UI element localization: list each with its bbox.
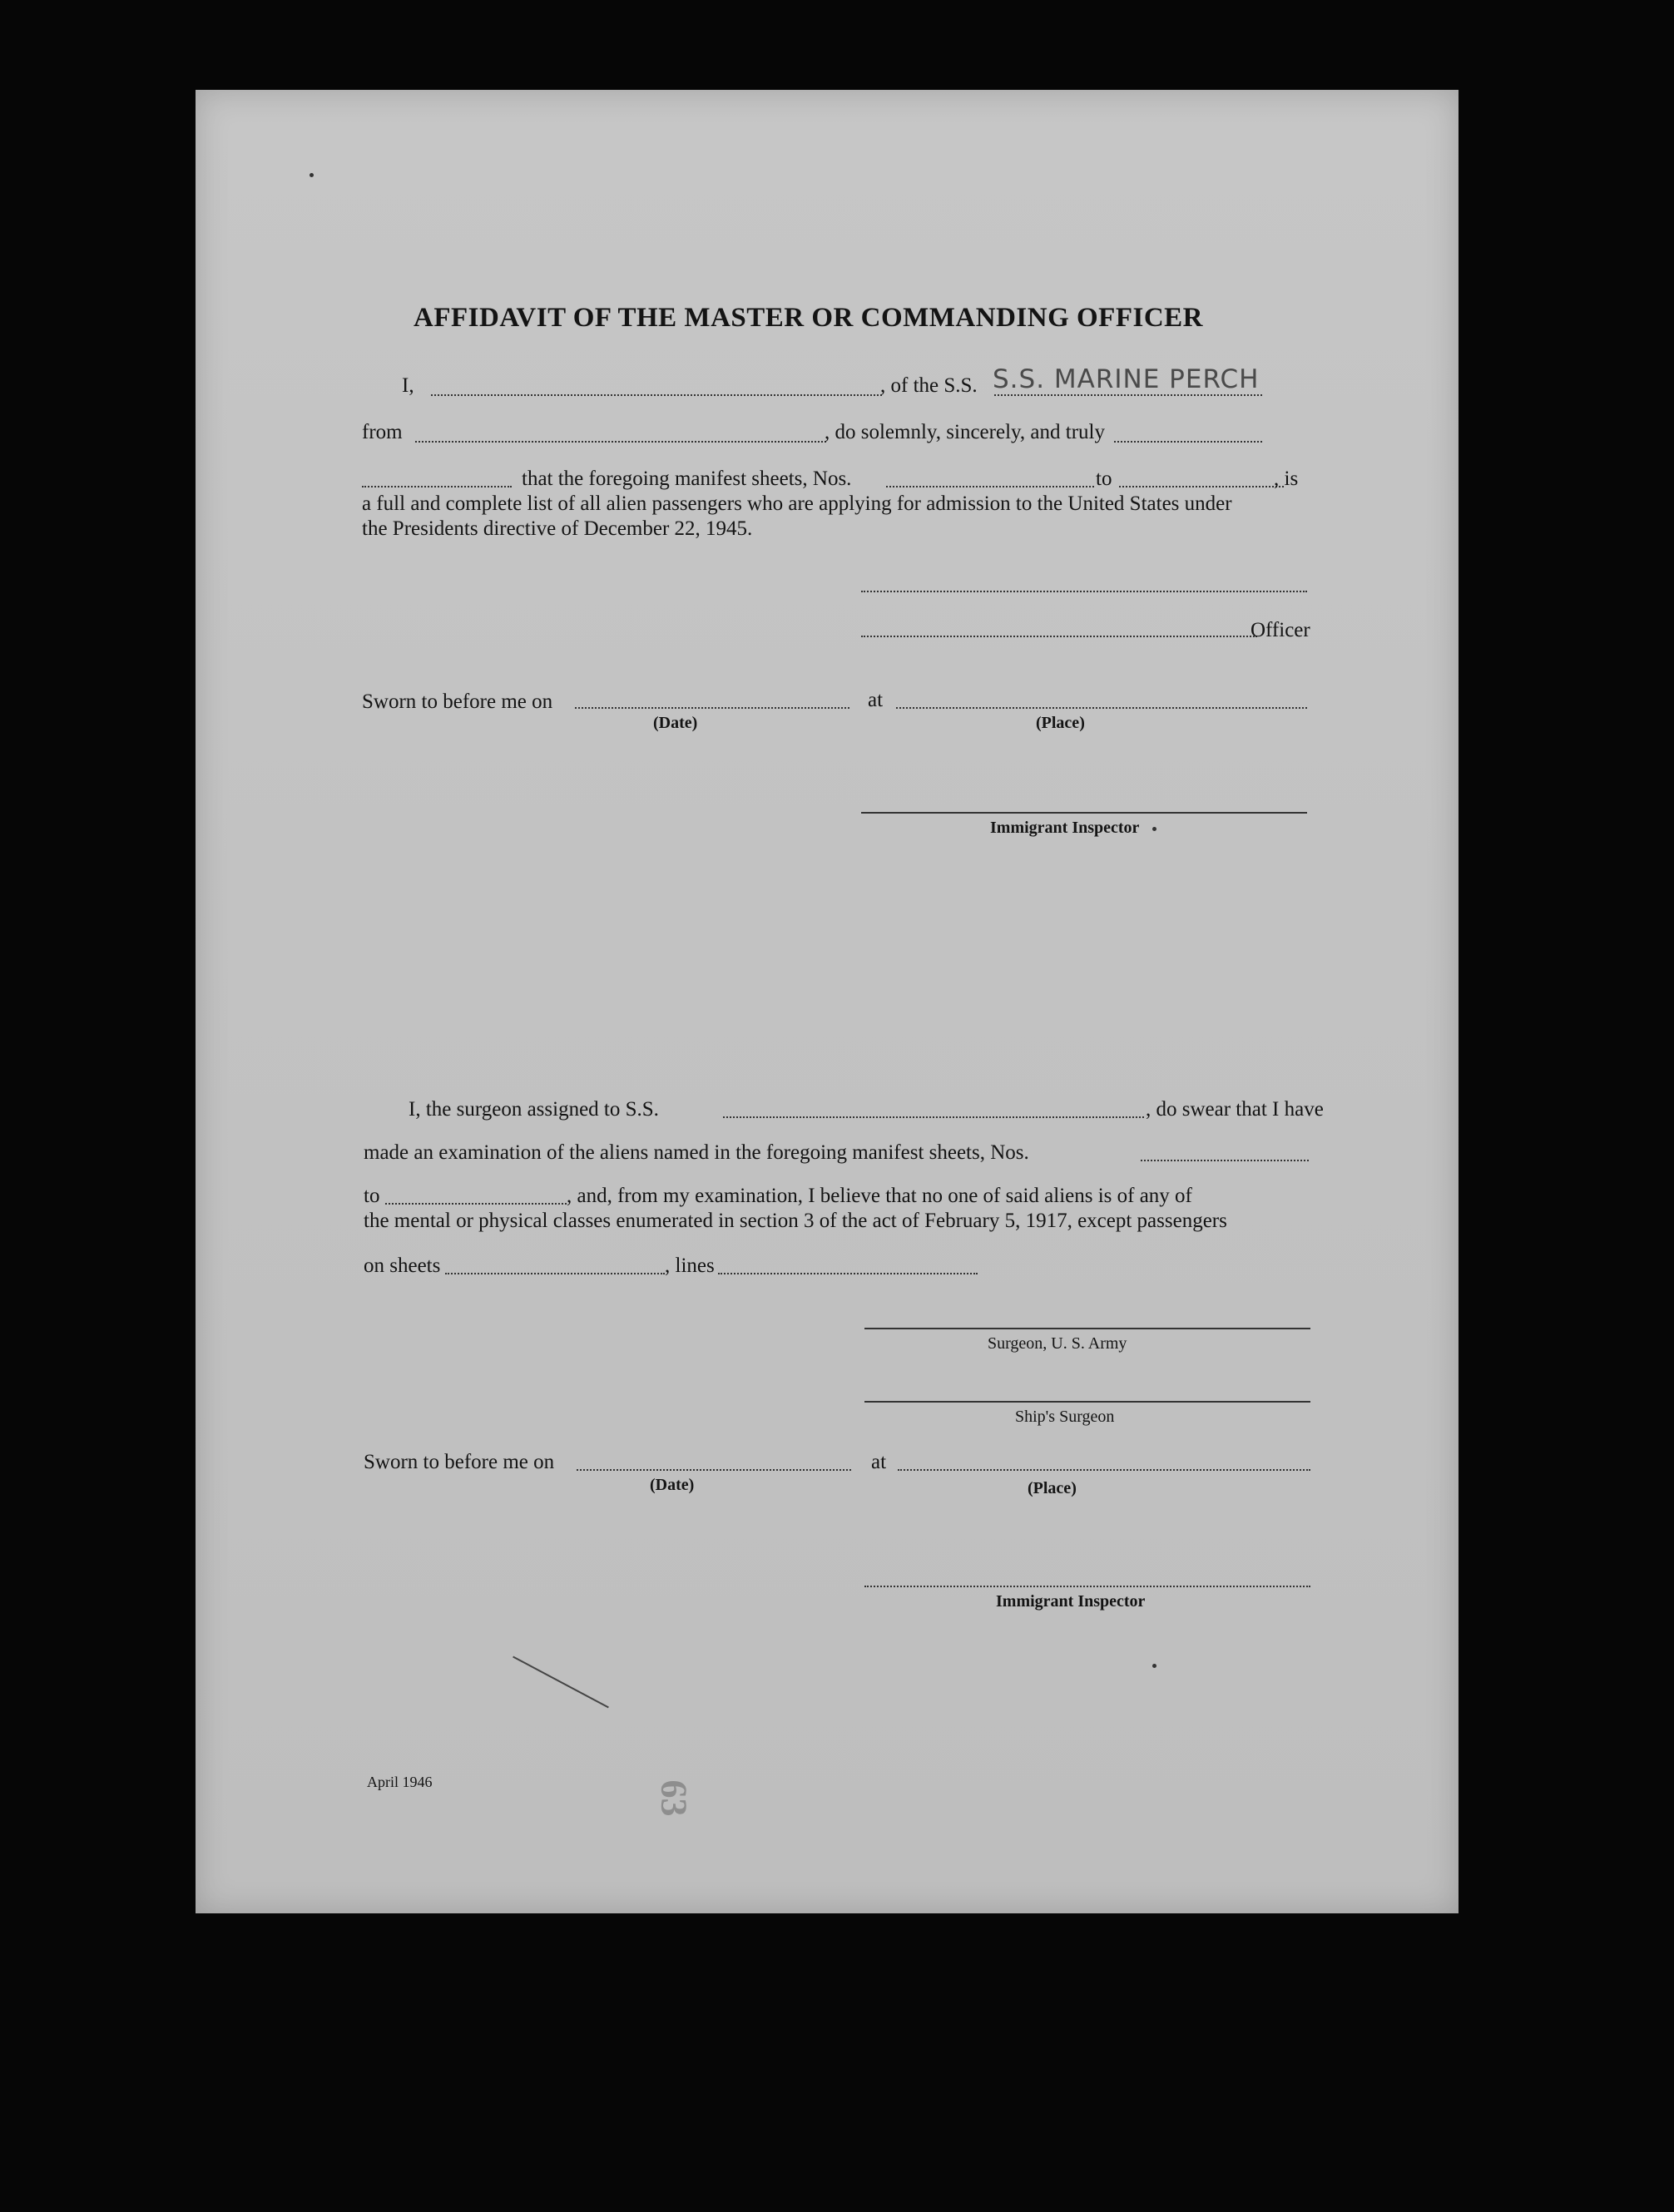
speck bbox=[310, 173, 314, 177]
from-field[interactable] bbox=[415, 441, 826, 443]
of-ss-label: , of the S.S. bbox=[880, 374, 978, 397]
sworn-at-label: at bbox=[868, 689, 884, 711]
master-body-line-2: the Presidents directive of December 22, 1945. bbox=[362, 517, 753, 540]
ships-surgeon-signature-line[interactable] bbox=[864, 1401, 1310, 1403]
sheets-from-field[interactable] bbox=[886, 486, 1094, 487]
date-caption-2: (Date) bbox=[650, 1476, 695, 1494]
surgeon-ship-field[interactable] bbox=[723, 1116, 1144, 1118]
bleed-through-mark: 63 bbox=[653, 1779, 695, 1817]
ship-name-field[interactable] bbox=[994, 394, 1262, 396]
army-surgeon-label: Surgeon, U. S. Army bbox=[988, 1334, 1127, 1353]
officer-title-line[interactable] bbox=[861, 636, 1257, 637]
inspector-2-signature-line[interactable] bbox=[864, 1586, 1310, 1587]
surgeon-sheets-to-field[interactable] bbox=[385, 1203, 567, 1205]
master-body-line-1: a full and complete list of all alien passengers who are applying for admission to the United States under bbox=[362, 492, 1232, 515]
sheets-to-label: to bbox=[1096, 468, 1112, 490]
sworn-label: Sworn to before me on bbox=[362, 690, 553, 713]
oath-field[interactable] bbox=[1114, 441, 1262, 443]
manifest-sheets-text: that the foregoing manifest sheets, Nos. bbox=[522, 468, 852, 490]
on-sheets-label: on sheets bbox=[364, 1254, 441, 1277]
date-caption: (Date) bbox=[653, 714, 698, 732]
scratch bbox=[513, 1656, 609, 1709]
surgeon-line-4: the mental or physical classes enumerated in section 3 of the act of February 5, 1917, except passengers bbox=[364, 1210, 1227, 1232]
officer-signature-line[interactable] bbox=[861, 591, 1307, 592]
swear-field[interactable] bbox=[362, 486, 512, 487]
master-name-field[interactable] bbox=[431, 394, 882, 396]
lines-field[interactable] bbox=[718, 1273, 978, 1274]
surgeon-line-2: made an examination of the aliens named in the foregoing manifest sheets, Nos. bbox=[364, 1141, 1029, 1164]
sworn-2-label: Sworn to before me on bbox=[364, 1451, 555, 1473]
ships-surgeon-label: Ship's Surgeon bbox=[1015, 1408, 1115, 1426]
footer-date: April 1946 bbox=[367, 1774, 433, 1790]
on-sheets-field[interactable] bbox=[445, 1273, 665, 1274]
affidavit-sheet bbox=[196, 90, 1459, 1913]
speck bbox=[1152, 827, 1156, 831]
surgeon-sheets-from-field[interactable] bbox=[1141, 1160, 1309, 1161]
sworn-2-at-label: at bbox=[871, 1451, 887, 1473]
sheets-to-field[interactable] bbox=[1119, 486, 1284, 487]
lines-label: , lines bbox=[665, 1254, 715, 1277]
sworn-date-field[interactable] bbox=[575, 707, 849, 709]
inspector-2-label: Immigrant Inspector bbox=[996, 1592, 1146, 1611]
surgeon-line-1-end: , do swear that I have bbox=[1146, 1098, 1324, 1121]
is-label: , is bbox=[1274, 468, 1299, 490]
solemnly-label: , do solemnly, sincerely, and truly bbox=[825, 421, 1105, 443]
inspector-signature-line[interactable] bbox=[861, 812, 1307, 814]
form-title: AFFIDAVIT OF THE MASTER OR COMMANDING OFFICER bbox=[414, 303, 1203, 333]
sworn-2-place-field[interactable] bbox=[898, 1469, 1310, 1471]
surgeon-line-3-end: , and, from my examination, I believe that no one of said aliens is of any of bbox=[567, 1185, 1192, 1207]
inspector-label: Immigrant Inspector bbox=[990, 819, 1140, 837]
speck bbox=[1152, 1664, 1156, 1668]
from-label: from bbox=[362, 421, 403, 443]
place-caption: (Place) bbox=[1036, 714, 1085, 732]
place-caption-2: (Place) bbox=[1028, 1479, 1077, 1497]
ship-name-value: S.S. MARINE PERCH bbox=[993, 364, 1260, 394]
sworn-2-date-field[interactable] bbox=[577, 1469, 851, 1471]
surgeon-to-label: to bbox=[364, 1185, 380, 1207]
officer-label: Officer bbox=[1251, 619, 1310, 641]
army-surgeon-signature-line[interactable] bbox=[864, 1328, 1310, 1329]
surgeon-line-1-start: I, the surgeon assigned to S.S. bbox=[409, 1098, 659, 1121]
sworn-place-field[interactable] bbox=[896, 707, 1307, 709]
i-label: I, bbox=[402, 374, 414, 397]
